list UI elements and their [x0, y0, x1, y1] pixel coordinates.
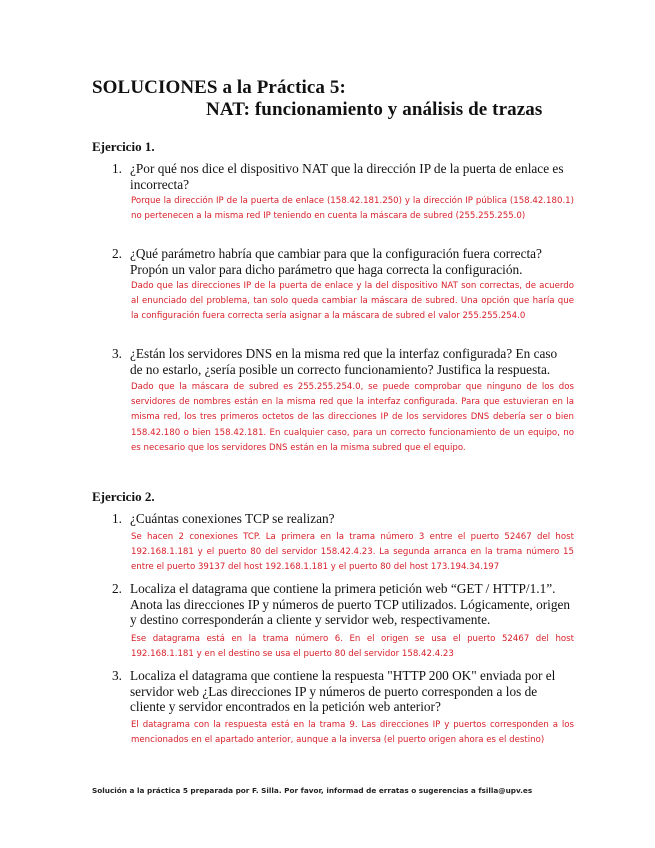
question-text: ¿Están los servidores DNS en la misma red que la interfaz configurada? En caso de no estarlo, ¿sería posible un correcto funcionamiento? Justifica la respuesta.	[130, 346, 558, 377]
question-number: 1.	[112, 161, 122, 176]
question-text: ¿Por qué nos dice el dispositivo NAT que la dirección IP de la puerta de enlace es incorrecta?	[130, 161, 564, 192]
exercise-2-heading: Ejercicio 2.	[92, 489, 155, 504]
question-text: Localiza el datagrama que contiene la primera petición web “GET / HTTP/1.1”. Anota las direcciones IP y números de puerto TCP utilizados. Lógicamente, origen y destino corresponderán a cliente y servidor web, respectivamente.	[130, 581, 571, 627]
document-title-line1: SOLUCIONES a la Práctica 5:	[92, 77, 346, 98]
question-text: Localiza el datagrama que contiene la respuesta "HTTP 200 OK" enviada por el servidor web ¿Las direcciones IP y números de puerto corresponden a los de cliente y servidor encontrados en la petición web anterior?	[130, 668, 556, 714]
page-footer: Solución a la práctica 5 preparada por F. Silla. Por favor, informad de erratas o sugerencias a fsilla@upv.es	[92, 786, 533, 795]
document-title-line2: NAT: funcionamiento y análisis de trazas	[206, 99, 543, 120]
exercise-1-question-3	[112, 346, 572, 377]
exercise-2-question-3	[112, 668, 572, 715]
exercise-2-answer-3: El datagrama con la respuesta está en la trama 9. Las direcciones IP y puertos corresponden a los mencionados en el apartado anterior, aunque a la inversa (el puerto origen ahora es el destino)	[131, 720, 574, 746]
question-text: ¿Cuántas conexiones TCP se realizan?	[130, 511, 335, 526]
question-number: 3.	[112, 668, 122, 683]
exercise-2-question-1	[112, 511, 572, 527]
exercise-1-heading: Ejercicio 1.	[92, 139, 155, 154]
exercise-1-answer-1: Porque la dirección IP de la puerta de enlace (158.42.181.250) y la dirección IP pública (158.42.180.1) no pertenecen a la misma red IP teniendo en cuenta la máscara de subred (255.255.255.0)	[131, 196, 574, 222]
question-number: 3.	[112, 346, 122, 361]
exercise-1-answer-3: Dado que la máscara de subred es 255.255.254.0, se puede comprobar que ninguno de los dos servidores de nombres están en la misma red que la interfaz configurada. Para que estuvieran en la misma red, los tres primeros octetos de las direcciones IP de los servidores DNS debería ser o bien 158.42.180 o bien 158.42.181. En cualquier caso, para un correcto funcionamiento de un equipo, no es necesario que los servidores DNS están en la misma subred que el equipo.	[131, 382, 574, 453]
exercise-1-question-2	[112, 246, 572, 277]
question-text: ¿Qué parámetro habría que cambiar para que la configuración fuera correcta? Propón un valor para dicho parámetro que haga correcta la configuración.	[130, 246, 542, 277]
question-number: 1.	[112, 511, 122, 526]
exercise-2-answer-2: Ese datagrama está en la trama número 6. En el origen se usa el puerto 52467 del host 192.168.1.181 y en el destino se usa el puerto 80 del servidor 158.42.4.23	[131, 634, 574, 660]
exercise-2-answer-1: Se hacen 2 conexiones TCP. La primera en la trama número 3 entre el puerto 52467 del host 192.168.1.181 y el puerto 80 del servidor 158.42.4.23. La segunda arranca en la trama número 15 entre el puerto 39137 del host 192.168.1.181 y el puerto 80 del host 173.194.34.197	[131, 532, 574, 573]
question-number: 2.	[112, 581, 122, 596]
exercise-2-question-2	[112, 581, 572, 628]
exercise-1-answer-2: Dado que las direcciones IP de la puerta de enlace y la del dispositivo NAT son correctas, de acuerdo al enunciado del problema, tan solo queda cambiar la máscara de subred. Una opción que haría que la configuración fuera correcta sería asignar a la máscara de subred el valor 255.255.254.0	[131, 281, 574, 322]
exercise-1-question-1	[112, 161, 572, 192]
question-number: 2.	[112, 246, 122, 261]
